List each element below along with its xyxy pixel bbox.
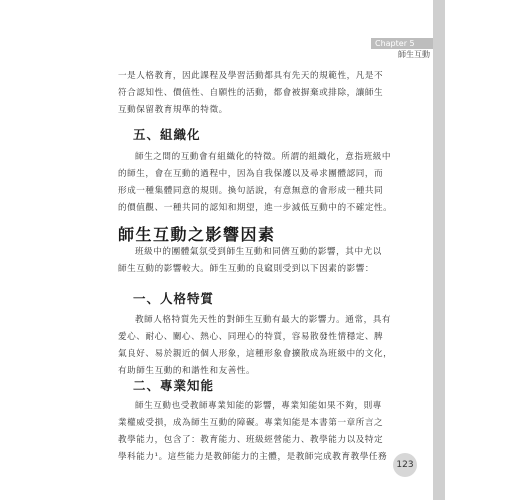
text-line: 形成一種集體同意的規則。換句話說，有意無意的會形成一種共同	[118, 186, 384, 196]
text-line: 師生互動也受教師專業知能的影響，專業知能如果不夠，則專	[135, 401, 382, 411]
chapter-header	[371, 38, 433, 61]
text-line: 一是人格教育，因此課程及學習活動都具有先天的規範性，凡是不	[118, 71, 384, 81]
paragraph-organization	[118, 149, 393, 217]
text-line: 有助師生互動的和諧性和友善性。	[118, 366, 256, 376]
text-line: 教師人格特質先天性的對師生互動有最大的影響力。通常，具有	[135, 315, 392, 325]
paragraph-factors	[118, 244, 382, 278]
heading-organization: 五、組織化	[133, 127, 201, 142]
page-edge-strip	[433, 0, 445, 500]
text-line: 的價值觀、一種共同的認知和期望，進一步減低互動中的不確定性。	[118, 203, 393, 213]
text-line: 師生之間的互動會有組織化的特徵。所謂的組織化，意指班級中	[135, 152, 392, 162]
text-line: 師生互動的影響較大。師生互動的良窳則受到以下因素的影響：	[118, 264, 375, 274]
text-line: 符合認知性、價值性、自願性的活動，都會被摒棄或排除，讓師生	[118, 88, 384, 98]
page-number: 123	[393, 453, 417, 477]
paragraph-personality	[118, 312, 393, 380]
text-line: 班級中的團體氣氛受到師生互動和同儕互動的影響，其中尤以	[135, 247, 382, 257]
text-line: 業權威受損，成為師生互動的障礙。專業知能是本書第一章所言之	[118, 418, 384, 428]
paragraph-intro	[118, 68, 384, 119]
paragraph-professional-knowledge	[118, 398, 388, 466]
chapter-title: 師生互動	[398, 50, 430, 59]
text-line: 互動保留教育規準的特徵。	[118, 105, 228, 115]
text-line: 學科能力¹。這些能力是教師能力的主體，是教師完成教育教學任務	[118, 452, 388, 462]
text-line: 的師生，會在互動的過程中，因為自我保護以及尋求團體認同，而	[118, 169, 384, 179]
text-line: 氣良好、易於親近的個人形象，這種形象會擴散成為班級中的文化，	[118, 349, 393, 359]
section-heading: 師生互動之影響因素	[118, 225, 276, 244]
text-line: 愛心、耐心、關心、熱心、同理心的特質，容易散發性情穩定、脾	[118, 332, 384, 342]
heading-personality: 一、人格特質	[133, 291, 215, 306]
heading-professional-knowledge: 二、專業知能	[133, 378, 215, 393]
text-line: 教學能力，包含了：教育能力、班級經營能力、教學能力以及特定	[118, 435, 384, 445]
chapter-label: Chapter 5	[371, 38, 433, 49]
